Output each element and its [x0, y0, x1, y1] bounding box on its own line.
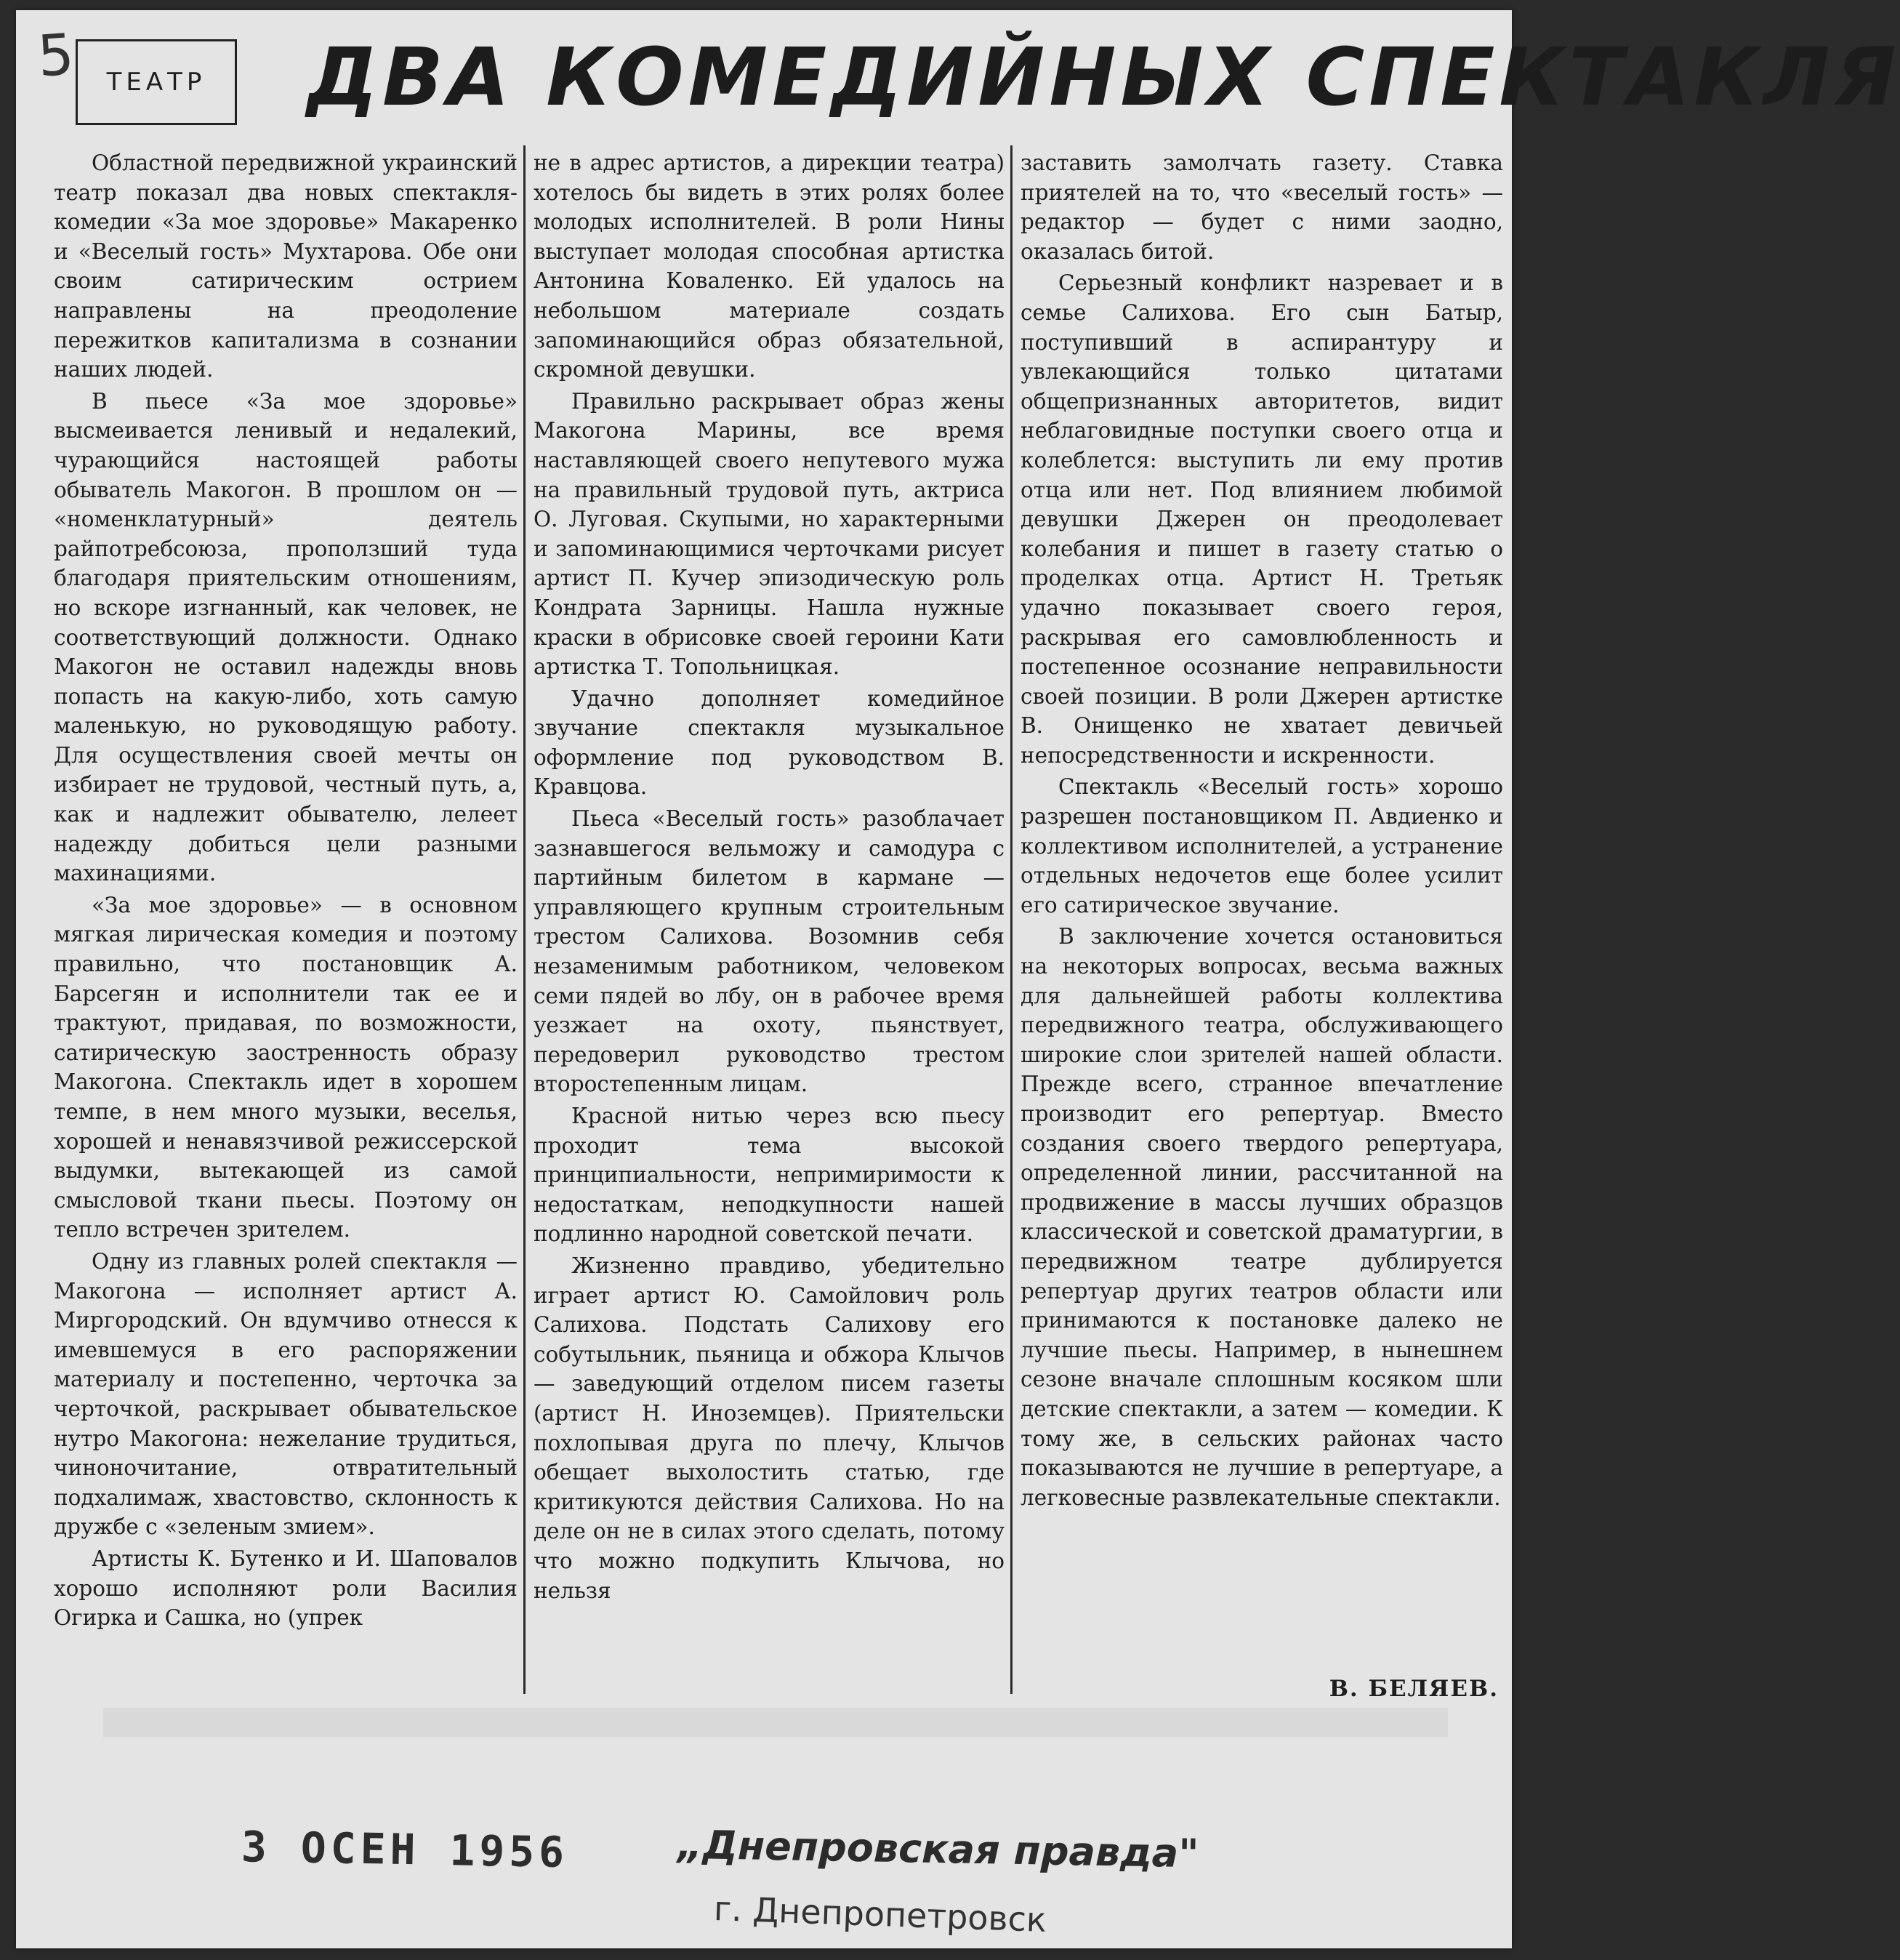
paragraph: Артисты К. Бутенко и И. Шаповалов хорошо исполняют роли Василия Огирка и Сашка, но (упрек [54, 1546, 518, 1631]
paragraph: не в адрес артистов, а дирекции театра) хотелось бы видеть в этих ролях более молодых исполнителей. В роли Нины выступает молодая способная артистка Антонина Коваленко. Ей удалось на небольшом материале создать запоминающийся образ обязательной, скромной девушки. [534, 150, 1005, 382]
paragraph: Красной нитью через всю пьесу проходит тема высокой принципиальности, непримиримости к недостаткам, неподкупности нашей подлинно народной советской печати. [534, 1104, 1005, 1247]
newspaper-stamp: „Днепровская правда" [677, 1821, 1199, 1877]
newspaper-clipping [16, 10, 1900, 1948]
paragraph: «За мое здоровье» — в основном мягкая лирическая комедия и поэтому правильно, что постановщик А. Барсегян и исполнители так ее и трактуют, придавая, по возможности, сатирическую заостренность образу Макогона. Спектакль идет в хорошем темпе, в нем много музыки, веселья, хорошей и ненавязчивой режиссерской выдумки, вытекающей из самой смысловой ткани пьесы. Поэтому он тепло встречен зрителем. [54, 892, 518, 1242]
article-headline: ДВА КОМЕДИЙНЫХ СПЕКТАКЛЯ [307, 31, 1900, 124]
column-rule-1 [523, 145, 526, 1694]
paragraph: Областной передвижной украинский театр показал два новых спектакля-комедии «За мое здоровье» Макаренко и «Веселый гость» Мухтарова. Обе они своим сатирическим острием направлены на преодоление пережитков капитализма в сознании наших людей. [54, 150, 518, 382]
article-column-2 [534, 148, 1005, 1607]
bleed-through-strip [103, 1708, 1448, 1737]
paragraph: Серьезный конфликт назревает и в семье Салихова. Его сын Батыр, поступивший в аспирантуру и увлекающийся только цитатами общепризнанных авторитетов, видит неблаговидные поступки своего отца и колеблется: выступить ли ему против отца или нет. Под влиянием любимой девушки Джерен он преодолевает колебания и пишет в газету статью о проделках отца. Артист Н. Третьяк удачно показывает своего героя, раскрывая его самовлюбленность и постепенное осознание неправильности своей позиции. В роли Джерен артистке В. Онищенко не хватает девичьей непосредственности и искренности. [1021, 270, 1503, 768]
column-rule-2 [1010, 145, 1013, 1694]
paragraph: В заключение хочется остановиться на некоторых вопросах, весьма важных для дальнейшей работы коллектива передвижного театра, обслуживающего широкие слои зрителей нашей области. Прежде всего, странное впечатление производит его репертуар. Вместо создания своего твердого репертуара, определенной линии, рассчитанной на продвижение в массы лучших образцов классической и советской драматургии, в передвижном театре дублируется репертуар других театров области или принимаются к постановке далеко не лучшие пьесы. Например, в нынешнем сезоне вначале сплошным косяком шли детские спектакли, а затем — комедии. К тому же, в сельских районах часто показываются не лучшие в репертуаре, а легковесные развлекательные спектакли. [1021, 924, 1503, 1510]
date-stamp: 3 ОСЕН 1956 [241, 1822, 569, 1877]
paragraph: Спектакль «Веселый гость» хорошо разрешен постановщиком П. Авдиенко и коллективом исполнителей, а устранение отдельных недочетов еще более усилит его сатирическое звучание. [1021, 774, 1503, 917]
article-column-3 [1021, 148, 1503, 1514]
rubric-label: ТЕАТР [106, 68, 206, 97]
paragraph: Правильно раскрывает образ жены Макогона Марины, все время наставляющей своего непутевого мужа на правильный трудовой путь, актриса О. Луговая. Скупыми, но характерными и запоминающимися черточками рисует артист П. Кучер эпизодическую роль Кондрата Зарницы. Нашла нужные краски в обрисовке своей героини Кати артистка Т. Топольницкая. [534, 388, 1005, 680]
paragraph: Пьеса «Веселый гость» разоблачает зазнавшегося вельможу и самодура с партийным билетом в кармане — управляющего крупным строительным трестом Салихова. Возомнив себя незаменимым работником, человеком семи пядей во лбу, он в рабочее время уезжает на охоту, пьянствует, передоверил руководство трестом второстепенным лицам. [534, 806, 1005, 1097]
article-column-1 [54, 148, 518, 1635]
rubric-box [76, 39, 237, 125]
paragraph: Жизненно правдиво, убедительно играет артист Ю. Самойлович роль Салихова. Подстать Салихову его собутыльник, пьяница и обжора Клычов — заведующий отделом писем газеты (артист Н. Иноземцев). Приятельски похлопывая друга по плечу, Клычов обещает выхолостить статью, где критикуются действия Салихова. Но на деле он не в силах этого сделать, потому что можно подкупить Клычова, но нельзя [534, 1253, 1005, 1603]
pencil-mark: 5 [35, 22, 76, 90]
paragraph: заставить замолчать газету. Ставка приятелей на то, что «веселый гость» — редактор — будет с ними заодно, оказалась битой. [1021, 150, 1503, 264]
paragraph: Удачно дополняет комедийное звучание спектакля музыкальное оформление под руководством В. Кравцова. [534, 686, 1005, 800]
paragraph: В пьесе «За мое здоровье» высмеивается ленивый и недалекий, чурающийся настоящей работы обыватель Макогон. В прошлом он — «номенклатурный» деятель райпотребсоюза, проползший туда благодаря приятельским отношениям, но вскоре изгнанный, как человек, не соответствующий должности. Однако Макогон не оставил надежды вновь попасть на какую-либо, хоть самую маленькую, но руководящую работу. Для осуществления своей мечты он избирает не трудовой, честный путь, а, как и надлежит обывателю, лелеет надежду добиться цели разными махинациями. [54, 388, 518, 886]
city-stamp: г. Днепропетровск [713, 1889, 1047, 1940]
author-signature: В. БЕЛЯЕВ. [1329, 1676, 1499, 1702]
paragraph: Одну из главных ролей спектакля — Макогона — исполняет артист А. Миргородский. Он вдумчиво отнесся к имевшемуся в его распоряжении материалу и постепенно, черточка за черточкой, раскрывает обывательское нутро Макогона: нежелание трудиться, чиноночитание, отвратительный подхалимаж, хвастовство, склонность к дружбе с «зеленым змием». [54, 1248, 518, 1540]
